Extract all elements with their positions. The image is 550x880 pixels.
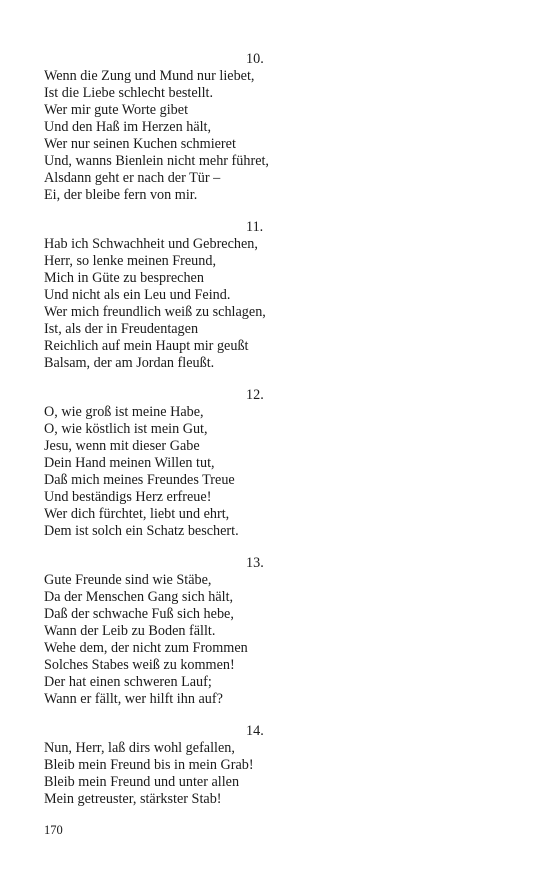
verse-line: Wann er fällt, wer hilft ihn auf? [44, 691, 223, 707]
stanza-number: 11. [246, 219, 264, 235]
stanza-lines [44, 740, 254, 808]
stanza-lines [44, 68, 269, 204]
verse-line: Wer mich freundlich weiß zu schlagen, [44, 304, 266, 320]
verse-line: Ist die Liebe schlecht bestellt. [44, 85, 214, 101]
stanza-number: 14. [246, 723, 264, 739]
verse-line: O, wie köstlich ist mein Gut, [44, 421, 208, 437]
page-number: 170 [44, 823, 63, 837]
verse-line: Dem ist solch ein Schatz beschert. [44, 523, 239, 539]
verse-line: Wer nur seinen Kuchen schmieret [44, 136, 236, 152]
verse-line: Da der Menschen Gang sich hält, [44, 589, 234, 605]
stanza-number: 12. [246, 387, 264, 403]
verse-line: Bleib mein Freund und unter allen [44, 774, 240, 790]
verse-line: Und beständigs Herz erfreue! [44, 489, 212, 505]
verse-line: Wer dich fürchtet, liebt und ehrt, [44, 506, 230, 522]
verse-line: Reichlich auf mein Haupt mir geußt [44, 338, 249, 354]
verse-line: Hab ich Schwachheit und Gebrechen, [44, 236, 258, 252]
verse-line: Und nicht als ein Leu und Feind. [44, 287, 231, 303]
verse-line: Und den Haß im Herzen hält, [44, 119, 212, 135]
verse-line: Ei, der bleibe fern von mir. [44, 187, 198, 203]
stanza-lines [44, 572, 248, 708]
verse-line: Wann der Leib zu Boden fällt. [44, 623, 216, 639]
verse-line: Gute Freunde sind wie Stäbe, [44, 572, 212, 588]
verse-line: Und, wanns Bienlein nicht mehr führet, [44, 153, 269, 169]
verse-line: Jesu, wenn mit dieser Gabe [44, 438, 200, 454]
stanza-lines [44, 236, 266, 372]
stanza-number: 13. [246, 555, 264, 571]
verse-line: Bleib mein Freund bis in mein Grab! [44, 757, 254, 773]
verse-line: Balsam, der am Jordan fleußt. [44, 355, 215, 371]
verse-line: Der hat einen schweren Lauf; [44, 674, 212, 690]
verse-line: Wehe dem, der nicht zum Frommen [44, 640, 248, 656]
stanza-number: 10. [246, 51, 264, 67]
verse-line: Ist, als der in Freudentagen [44, 321, 199, 337]
verse-line: Dein Hand meinen Willen tut, [44, 455, 215, 471]
verse-line: Mein getreuster, stärkster Stab! [44, 791, 222, 807]
verse-line: Alsdann geht er nach der Tür – [44, 170, 221, 186]
verse-line: Daß mich meines Freundes Treue [44, 472, 235, 488]
stanza-lines [44, 404, 239, 540]
verse-line: Nun, Herr, laß dirs wohl gefallen, [44, 740, 235, 756]
verse-line: O, wie groß ist meine Habe, [44, 404, 204, 420]
verse-line: Mich in Güte zu besprechen [44, 270, 204, 286]
verse-line: Wenn die Zung und Mund nur liebet, [44, 68, 255, 84]
verse-line: Wer mir gute Worte gibet [44, 102, 189, 118]
verse-line: Daß der schwache Fuß sich hebe, [44, 606, 234, 622]
verse-line: Solches Stabes weiß zu kommen! [44, 657, 235, 673]
verse-line: Herr, so lenke meinen Freund, [44, 253, 216, 269]
